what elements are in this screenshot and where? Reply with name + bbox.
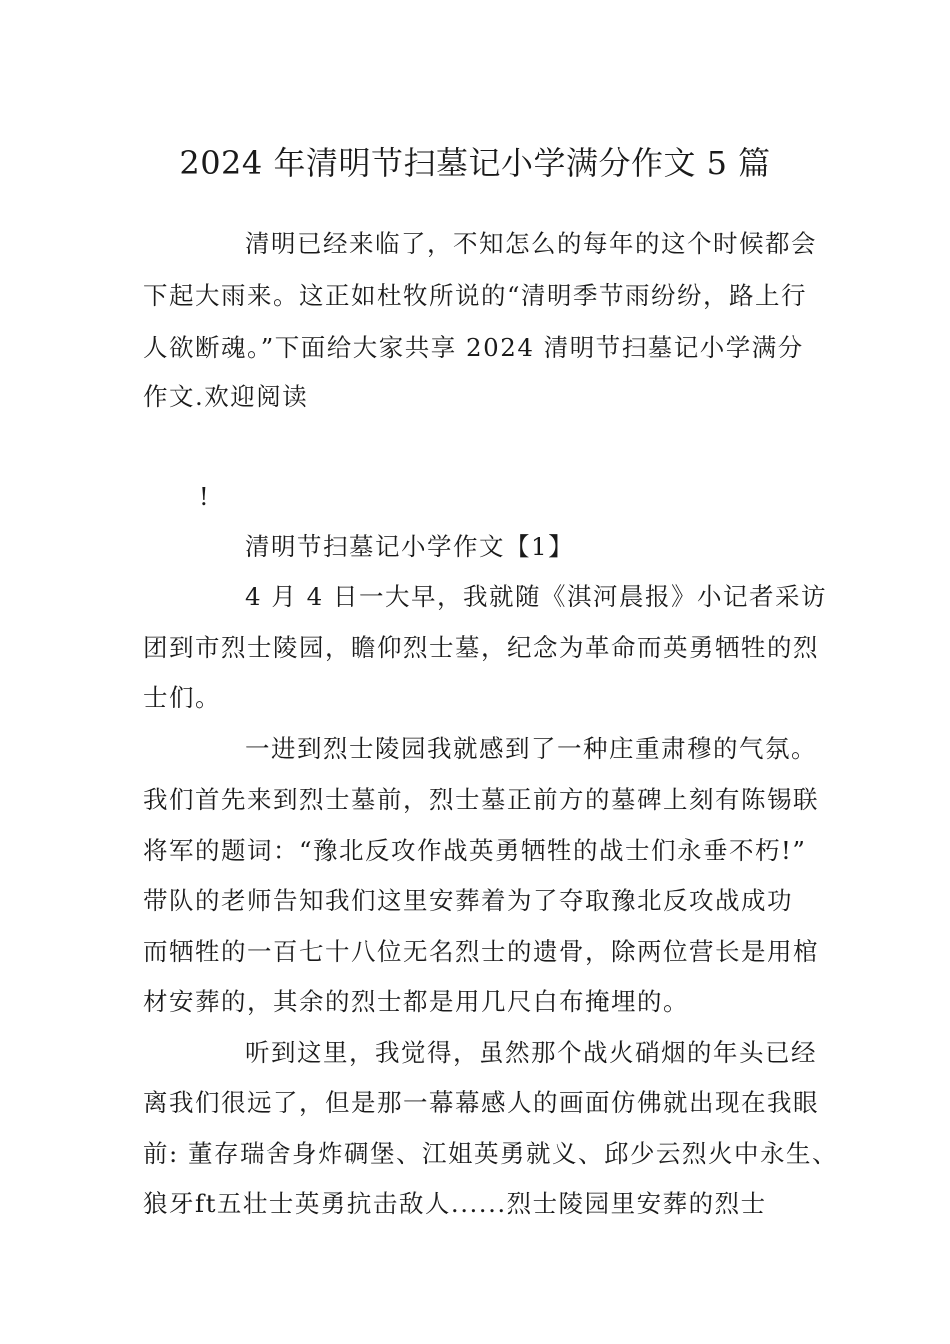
paragraph-1-line-3: 士们。 <box>143 683 221 712</box>
paragraph-2-line-2: 我们首先来到烈士墓前，烈士墓正前方的墓碑上刻有陈锡联 <box>143 785 819 814</box>
paragraph-3-line-3: 前: 董存瑞舍身炸碉堡、江姐英勇就义、邱少云烈火中永生、 <box>143 1139 839 1168</box>
exclamation-mark: ! <box>199 483 209 511</box>
paragraph-2-line-6: 材安葬的，其余的烈士都是用几尺白布掩埋的。 <box>143 987 689 1016</box>
paragraph-1-line-2: 团到市烈士陵园，瞻仰烈士墓，纪念为革命而英勇牺牲的烈 <box>143 633 819 662</box>
section-heading: 清明节扫墓记小学作文【1】 <box>245 532 575 561</box>
paragraph-1-line-1: 4 月 4 日一大早，我就随《淇河晨报》小记者采访 <box>245 582 828 611</box>
intro-line-1: 清明已经来临了，不知怎么的每年的这个时候都会 <box>245 229 817 258</box>
paragraph-2-line-3: 将军的题词：“豫北反攻作战英勇牺牲的战士们永垂不朽!” <box>143 836 807 865</box>
paragraph-2-line-5: 而牺牲的一百七十八位无名烈士的遗骨，除两位营长是用棺 <box>143 937 819 966</box>
paragraph-3-line-4: 狼牙ft五壮士英勇抗击敌人......烈士陵园里安葬的烈士 <box>143 1189 767 1218</box>
paragraph-2-line-4: 带队的老师告知我们这里安葬着为了夺取豫北反攻战成功 <box>143 886 793 915</box>
intro-line-4: 作文.欢迎阅读 <box>143 382 309 411</box>
paragraph-3-line-2: 离我们很远了，但是那一幕幕感人的画面仿佛就出现在我眼 <box>143 1088 819 1117</box>
intro-line-2: 下起大雨来。这正如杜牧所说的“清明季节雨纷纷，路上行 <box>143 281 808 310</box>
document-title: 2024 年清明节扫墓记小学满分作文 5 篇 <box>179 144 771 182</box>
paragraph-3-line-1: 听到这里，我觉得，虽然那个战火硝烟的年头已经 <box>245 1038 817 1067</box>
intro-line-3: 人欲断魂。”下面给大家共享 2024 清明节扫墓记小学满分 <box>143 333 804 362</box>
paragraph-2-line-1: 一进到烈士陵园我就感到了一种庄重肃穆的气氛。 <box>245 734 817 763</box>
